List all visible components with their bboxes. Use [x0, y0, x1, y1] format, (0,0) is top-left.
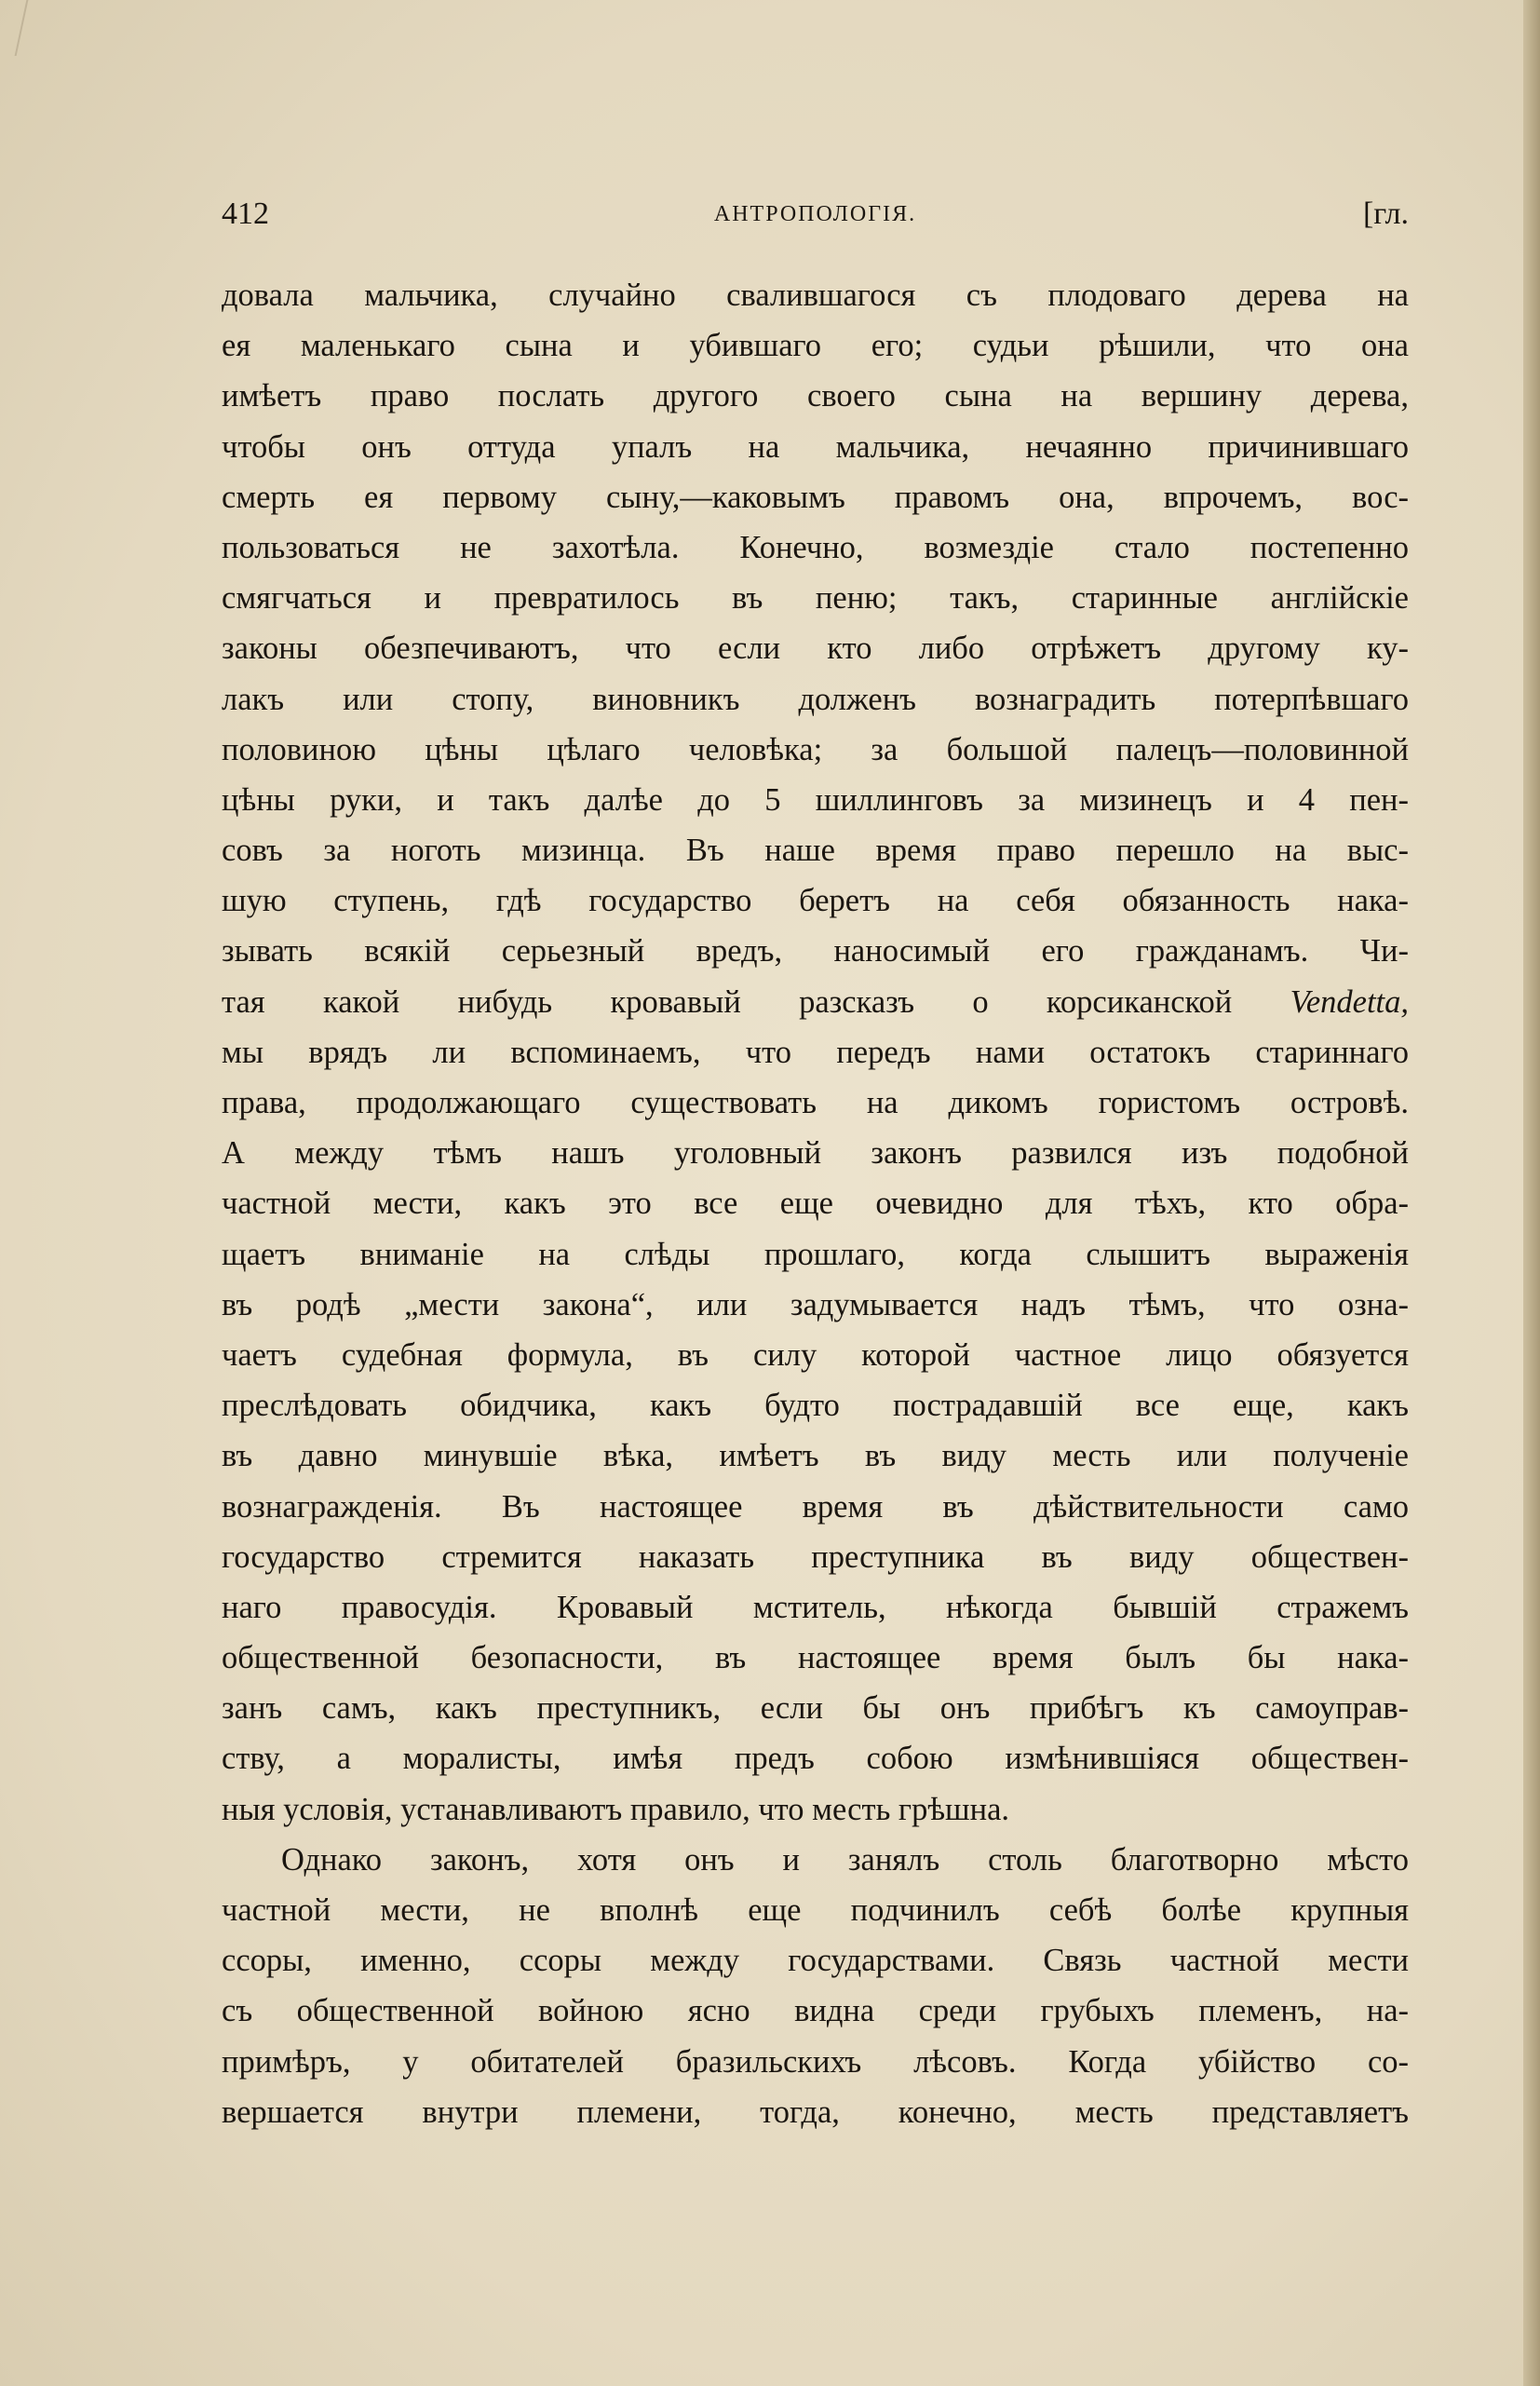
text-line: наго правосудія. Кровавый мститель, нѣкогда бывшій стражемъ	[222, 1589, 1409, 1625]
text-line: ству, а моралисты, имѣя предъ собою измѣнившіяся обществен-	[222, 1741, 1409, 1777]
text-line: вознагражденія. Въ настоящее время въ дѣйствительности само	[222, 1488, 1409, 1525]
text-line: права, продолжающаго существовать на дикомъ гористомъ островѣ.	[222, 1085, 1409, 1120]
chapter-mark: [гл.	[1362, 197, 1409, 231]
text-line: законы обезпечиваютъ, что если кто либо отрѣжетъ другому ку-	[222, 630, 1409, 667]
text-line: примѣръ, у обитателей бразильскихъ лѣсовъ. Когда убійство со-	[222, 2043, 1409, 2080]
text-line: частной мести, какъ это все еще очевидно для тѣхъ, кто обра-	[222, 1186, 1409, 1222]
text-line: вершается внутри племени, тогда, конечно, месть представляетъ	[222, 2094, 1409, 2130]
text-line: зывать всякій серьезный вредъ, наносимый его гражданамъ. Чи-	[222, 933, 1409, 969]
text-line: совъ за ноготь мизинца. Въ наше время право перешло на выс-	[222, 833, 1409, 869]
text-line: въ родѣ „мести закона“, или задумывается надъ тѣмъ, что озна-	[222, 1286, 1409, 1322]
text-line: половиною цѣны цѣлаго человѣка; за большой палецъ—половинной	[222, 731, 1409, 767]
text-line: смягчаться и превратилось въ пеню; такъ, старинные англійскіе	[222, 580, 1409, 617]
paragraph-end-line: ныя условія, устанавливаютъ правило, что месть грѣшна.	[222, 1791, 1010, 1827]
italic-term: Vendetta,	[1290, 983, 1409, 1020]
text-line: мы врядъ ли вспоминаемъ, что передъ нами остатокъ стариннаго	[222, 1034, 1409, 1070]
running-title: АНТРОПОЛОГІЯ.	[713, 202, 917, 226]
page-header	[222, 194, 1409, 235]
text-line: ея маленькаго сына и убившаго его; судьи рѣшили, что она	[222, 328, 1409, 364]
text-line: пользоваться не захотѣла. Конечно, возмездіе стало постепенно	[222, 529, 1409, 565]
text-line: имѣетъ право послать другого своего сына на вершину дерева,	[222, 378, 1409, 414]
text-line: преслѣдовать обидчика, какъ будто пострадавшій все еще, какъ	[222, 1388, 1409, 1424]
text-line: въ давно минувшіе вѣка, имѣетъ въ виду месть или полученіе	[222, 1438, 1409, 1474]
text-line: государство стремится наказать преступника въ виду обществен-	[222, 1539, 1409, 1575]
text-line: чтобы онъ оттуда упалъ на мальчика, нечаянно причинившаго	[222, 428, 1409, 465]
page-corner-mark	[0, 0, 28, 56]
text-line: шую ступень, гдѣ государство беретъ на себя обязанность нака-	[222, 883, 1409, 919]
body-text	[222, 270, 1409, 2137]
text-line: чаетъ судебная формула, въ силу которой частное лицо обязуется	[222, 1336, 1409, 1373]
text-line: занъ самъ, какъ преступникъ, если бы онъ прибѣгъ къ самоуправ-	[222, 1690, 1409, 1727]
text-line: общественной безопасности, въ настоящее время былъ бы нака-	[222, 1640, 1409, 1676]
page-number: 412	[222, 197, 269, 231]
text-line: лакъ или стопу, виновникъ долженъ вознаградить потерпѣвшаго	[222, 681, 1409, 717]
text-line: ссоры, именно, ссоры между государствами. Связь частной мести	[222, 1943, 1409, 1979]
text-line: смерть ея первому сыну,—каковымъ правомъ она, впрочемъ, вос-	[222, 479, 1409, 515]
text-line: цѣны руки, и такъ далѣе до 5 шиллинговъ за мизинецъ и 4 пен-	[222, 781, 1409, 818]
text-line: довала мальчика, случайно свалившагося съ плодоваго дерева на	[222, 278, 1409, 313]
text-line-with-italic	[222, 977, 1409, 1027]
text-line: щаетъ вниманіе на слѣды прошлаго, когда слышитъ выраженія	[222, 1236, 1409, 1272]
paragraph-start-line: Однако законъ, хотя онъ и занялъ столь благотворно мѣсто	[281, 1841, 1409, 1878]
text-line: А между тѣмъ нашъ уголовный законъ развился изъ подобной	[222, 1135, 1409, 1172]
text-fragment: тая какой нибудь кровавый разсказъ о корсиканской	[222, 983, 1290, 1020]
text-line: съ общественной войною ясно видна среди грубыхъ племенъ, на-	[222, 1993, 1409, 2029]
page-edge-shadow	[1523, 0, 1540, 2386]
text-line: частной мести, не вполнѣ еще подчинилъ себѣ болѣе крупныя	[222, 1892, 1409, 1928]
